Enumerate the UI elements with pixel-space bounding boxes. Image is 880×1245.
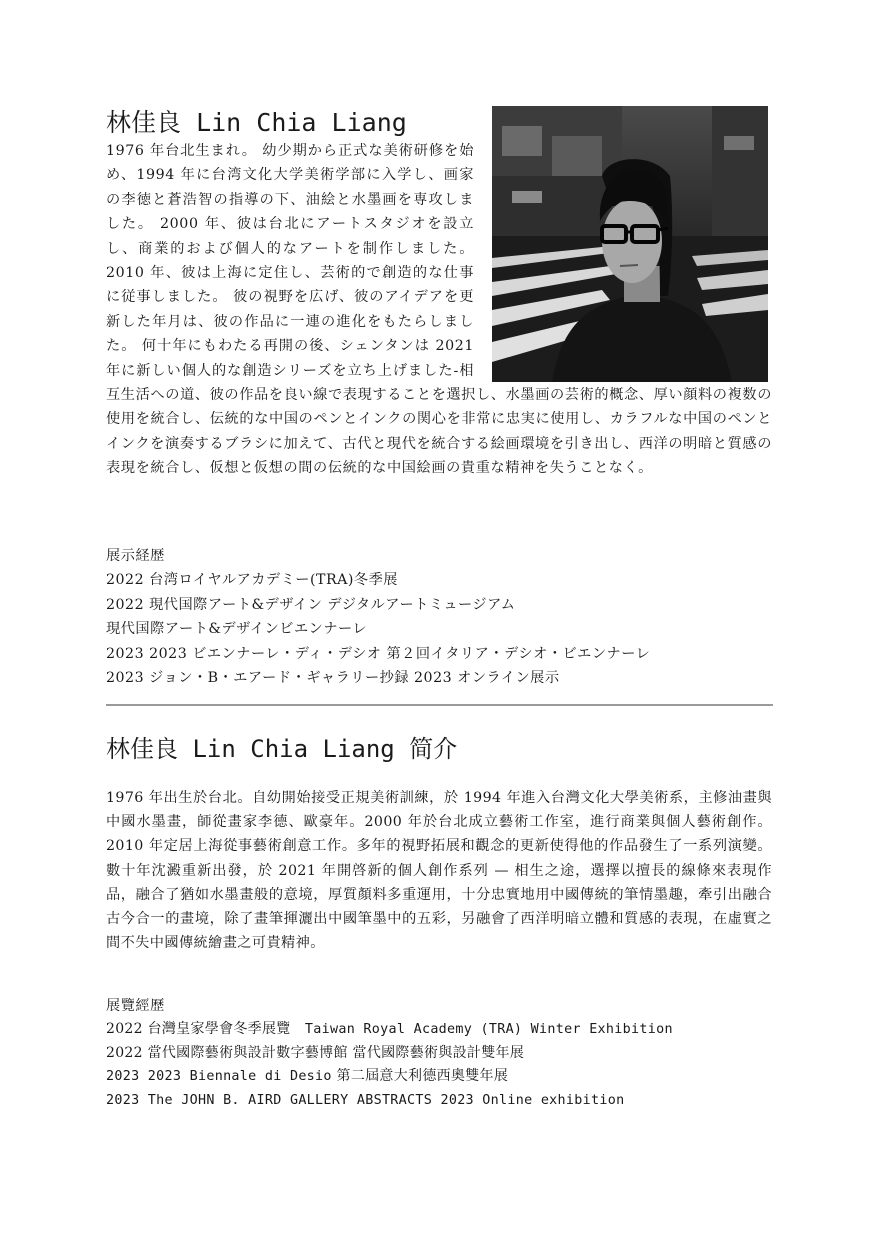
list-item: 現代国際アート&デザインビエンナーレ — [106, 621, 368, 638]
list-item: 2023 2023 ビエンナーレ・ディ・デシオ 第２回イタリア・デシオ・ビエンナーレ — [106, 645, 651, 662]
list-item: 2023 ジョン・B・エアード・ギャラリー抄録 2023 オンライン展示 — [106, 670, 560, 687]
page-title-zh: 林佳良 Lin Chia Liang 简介 — [106, 735, 458, 763]
list-item: 2023 2023 Biennale di Desio 第二屆意大利德西奧雙年展 — [106, 1068, 509, 1085]
bio-zh: 1976 年出生於台北。自幼開始接受正規美術訓練，於 1994 年進入台灣文化大學美術系，主修油畫與中國水墨畫，師從畫家李德、歐豪年。2000 年於台北成立藝術工作室，進行商業與個人藝術創作。2010 年定居上海從事藝術創意工作。多年的視野拓展和觀念的更新使得他的作品發生了一系列演變。數十年沈澱重新出發，於 2021 年開啓新的個人創作系列 — 相生之途，選擇以擅長的線條來表現作品，融合了猶如水墨畫般的意境，厚質顏料多重運用，十分忠實地用中國傳統的筆情墨趣，牽引出融合古今合一的畫境，除了畫筆揮灑出中國筆墨中的五彩，另融會了西洋明暗立體和質感的表現，在虛實之間不失中國傳統繪畫之可貴精神。 — [106, 790, 772, 952]
list-item: 2022 當代國際藝術與設計數字藝博館 當代國際藝術與設計雙年展 — [106, 1044, 525, 1061]
artist-name-latin-zh: Lin Chia Liang — [192, 735, 395, 763]
list-item: 2022 台灣皇家學會冬季展覽 Taiwan Royal Academy (TRA) Winter Exhibition — [106, 1021, 673, 1037]
list-item: 2022 台湾ロイヤルアカデミー(TRA)冬季展 — [106, 572, 398, 588]
exhibitions-list-zh — [106, 1018, 673, 1112]
page-title-jp — [106, 106, 407, 140]
exhibitions-heading-zh: 展覽經歷 — [106, 998, 165, 1014]
list-item: 2022 現代国際アート&デザイン デジタルアートミュージアム — [106, 596, 516, 613]
exhibitions-heading-jp: 展示経歴 — [106, 548, 165, 564]
photo-wrap-spacer — [474, 139, 772, 383]
section-divider — [106, 704, 773, 706]
bio-jp: 1976 年台北生まれ。 幼少期から正式な美術研修を始め、1994 年に台湾文化大学美術学部に入学し、画家の李徳と蒼浩智の指導の下、油絵と水墨画を専攻しました。 2000 年、彼は台北にアートスタジオを設立し、商業的および個人的なアートを制作しました。 2010 年、彼は上海に定住し、芸術的で創造的な仕事に従事しました。 彼の視野を広げ、彼のアイデアを更新した年月は、彼の作品に一連の進化をもたらしました。 何十年にもわたる再開の後、シェンタンは 2021 年に新しい個人的な創造シリーズを立ち上げました-相互生活への道、彼の作品を良い線で表現することを選択し、水墨画の芸術的概念、厚い顔料の複数の使用を統合し、伝統的な中国のペンとインクの関心を非常に忠実に使用し、カラフルな中国のペンとインクを演奏するブラシに加えて、古代と現代を統合する絵画環境を引き出し、西洋の明暗と質感の表現を統合し、仮想と仮想の間の伝統的な中国絵画の貴重な精神を失うことなく。 — [106, 139, 772, 481]
list-item: 2023 The JOHN B. AIRD GALLERY ABSTRACTS 2023 Online exhibition — [106, 1092, 625, 1108]
artist-name-latin: Lin Chia Liang — [196, 108, 407, 137]
artist-name-cjk: 林佳良 — [106, 108, 182, 137]
title-suffix: 简介 — [409, 735, 458, 763]
exhibitions-list-jp — [106, 568, 650, 691]
